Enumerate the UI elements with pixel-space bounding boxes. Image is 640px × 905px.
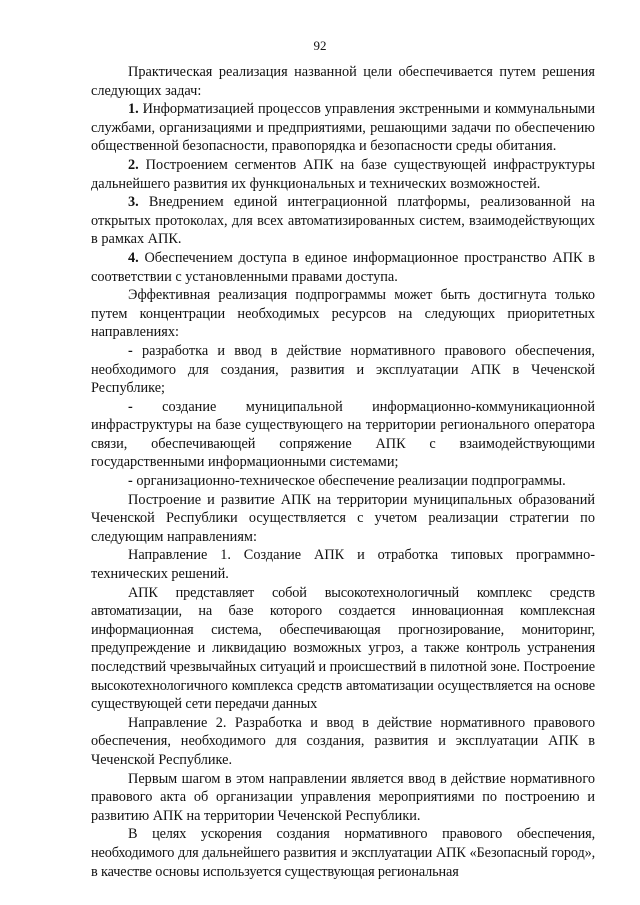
page-number: 92	[313, 38, 327, 53]
paragraph-strategy: Построение и развитие АПК на территории муниципальных образований Чеченской Республики осуществляется с учетом реализации стратегии по следующим направлениям:	[91, 491, 595, 545]
paragraph-priorities: Эффективная реализация подпрограммы может быть достигнута только путем концентрации необходимых ресурсов на следующих приоритетных направлениях:	[91, 287, 595, 341]
bullet-dash: -	[128, 473, 133, 490]
task-item-3: 3. Внедрением единой интеграционной платформы, реализованной на открытых протоколах, для всех автоматизированных систем, взаимодействующих в рамках АПК.	[91, 194, 595, 248]
paragraph-apk-description: АПК представляет собой высокотехнологичный комплекс средств автоматизации, на базе которого создается инновационная комплексная информационная система, обеспечивающая прогнозирование, мониторинг, предупреждение и ликвидацию возможных угроз, а также контроль устранения последствий чрезвычайных ситуаций и происшествий в пилотной зоне. Построение высокотехнологичного комплекса средств автоматизации осуществляется на основе существующей сети передачи данных	[91, 584, 595, 713]
paragraph-acceleration: В целях ускорения создания нормативного правового обеспечения, необходимого для дальнейшего развития и эксплуатации АПК «Безопасный город», в качестве основы используется существующая региональная	[91, 826, 595, 880]
paragraph-first-step: Первым шагом в этом направлении является ввод в действие нормативного правового акта об организации управления мероприятиями по построению и развитию АПК на территории Чеченской Республики.	[91, 770, 595, 824]
task-item-1: 1. Информатизацией процессов управления экстренными и коммунальными службами, организациями и предприятиями, решающими задачи по обеспечению общественной безопасности, правопорядка и безопасности среды обитания.	[91, 101, 595, 155]
task-item-2: 2. Построением сегментов АПК на базе существующей инфраструктуры дальнейшего развития их функциональных и технических возможностей.	[91, 156, 595, 192]
document-body	[91, 63, 595, 881]
direction-2-heading: Направление 2. Разработка и ввод в действие нормативного правового обеспечения, необходимого для создания, развития и эксплуатации АПК в Чеченской Республике.	[91, 714, 595, 768]
bullet-dash: -	[128, 398, 133, 415]
task-number: 4.	[128, 249, 139, 266]
task-number: 2.	[128, 156, 139, 173]
bullet-item-3: - организационно-техническое обеспечение реализации подпрограммы.	[128, 473, 566, 490]
direction-1-heading: Направление 1. Создание АПК и отработка типовых программно-технических решений.	[91, 547, 595, 583]
bullet-dash: -	[128, 342, 133, 359]
bullet-item-1: - разработка и ввод в действие нормативного правового обеспечения, необходимого для создания, развития и эксплуатации АПК в Чеченской Республике;	[91, 342, 596, 397]
task-number: 3.	[128, 194, 139, 211]
paragraph-intro: Практическая реализация названной цели обеспечивается путем решения следующих задач:	[91, 64, 595, 99]
task-number: 1.	[128, 101, 139, 118]
task-item-4: 4. Обеспечением доступа в единое информационное пространство АПК в соответствии с установленными правами доступа.	[91, 249, 595, 285]
bullet-item-2: - создание муниципальной информационно-коммуникационной инфраструктуры на базе существующего на территории регионального оператора связи, обеспечивающей сопряжение АПК с взаимодействующими государственными информационными системами;	[91, 398, 596, 471]
